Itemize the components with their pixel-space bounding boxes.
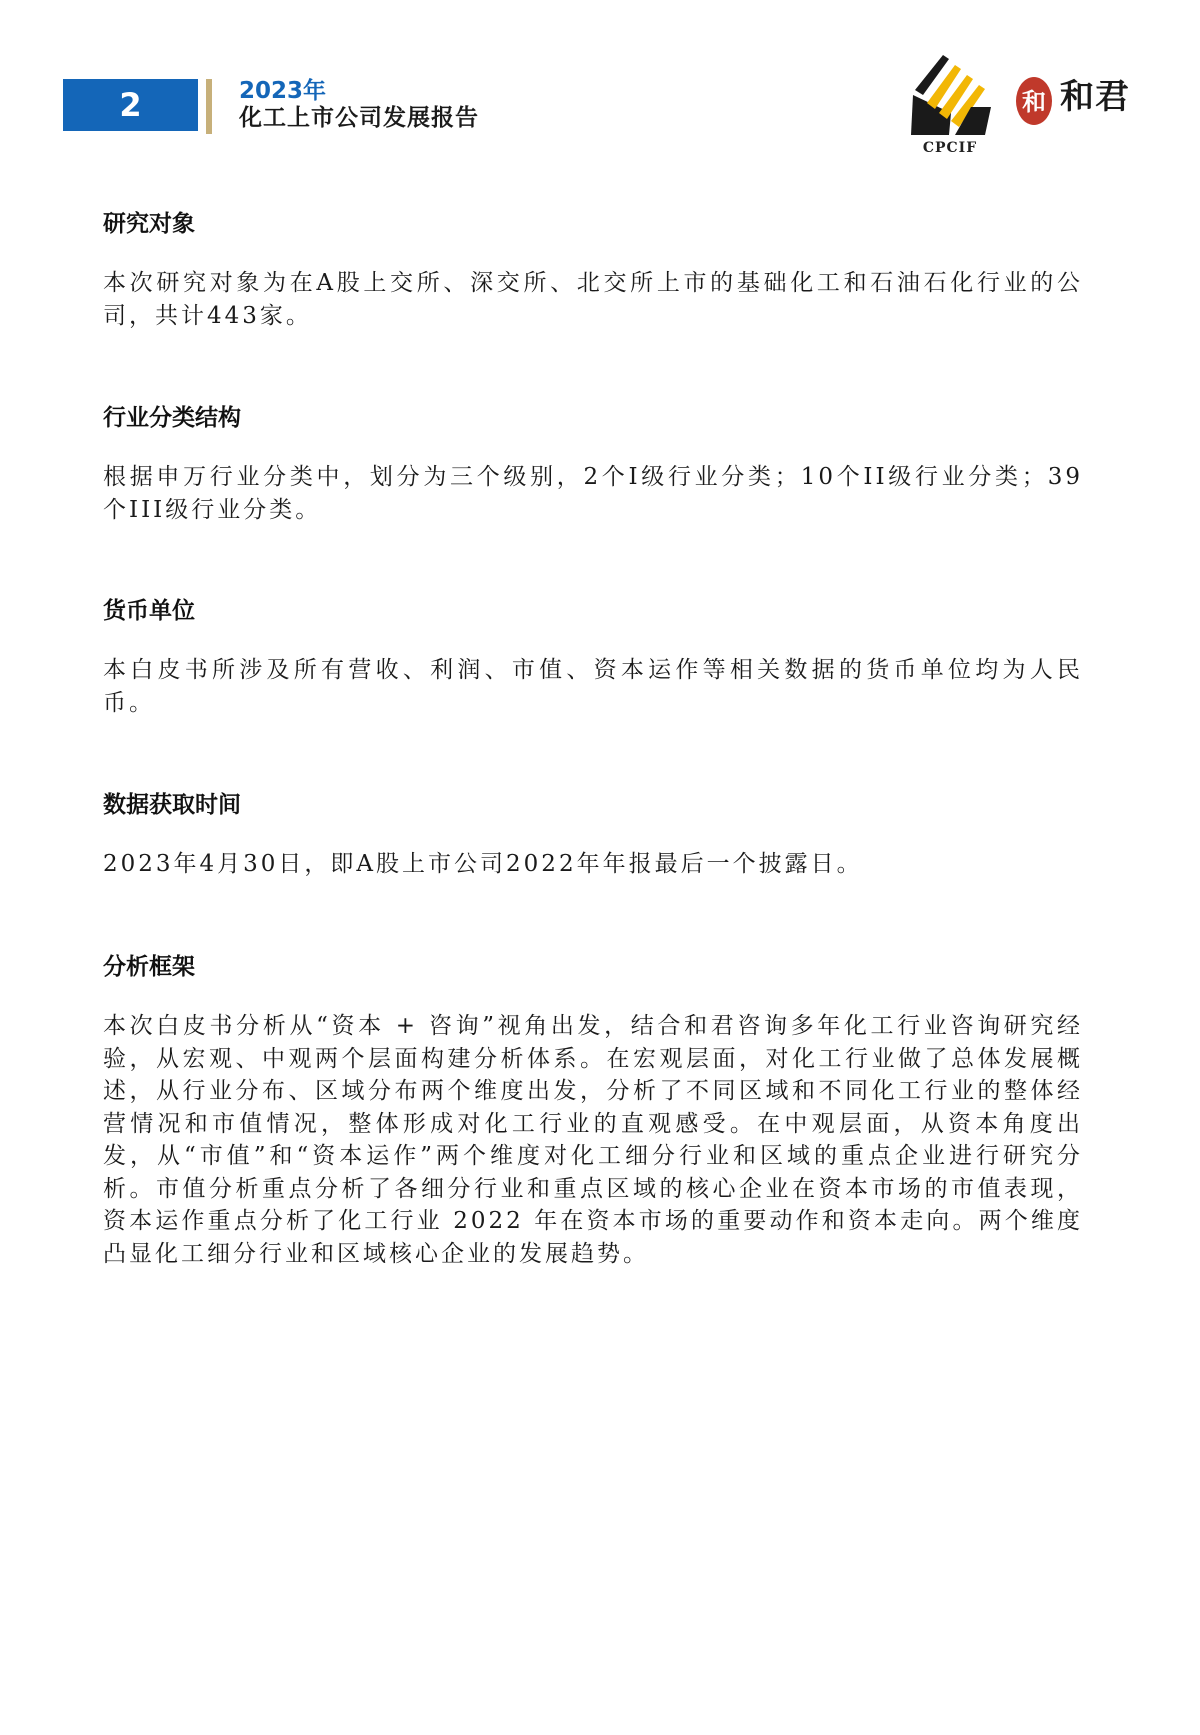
section-body-industry-classification: 根据申万行业分类中，划分为三个级别，2个I级行业分类；10个II级行业分类；39个III级行业分类。 <box>103 464 1083 523</box>
page-number: 2 <box>119 86 142 124</box>
section-heading-data-date: 数据获取时间 <box>103 792 241 818</box>
hejun-seal-text: 和 <box>1022 88 1046 116</box>
hejun-logo-text: 和君 <box>1060 77 1130 117</box>
section-body-data-date: 2023年4月30日，即A股上市公司2022年年报最后一个披露日。 <box>103 851 863 877</box>
section-heading-currency-unit: 货币单位 <box>103 598 195 624</box>
report-title: 化工上市公司发展报告 <box>239 105 479 131</box>
hejun-seal-icon <box>1014 74 1054 132</box>
section-heading-industry-classification: 行业分类结构 <box>103 405 241 431</box>
section-body-currency-unit: 本白皮书所涉及所有营收、利润、市值、资本运作等相关数据的货币单位均为人民币。 <box>103 657 1083 716</box>
page-number-badge <box>63 79 198 131</box>
section-body-research-object: 本次研究对象为在A股上交所、深交所、北交所上市的基础化工和石油石化行业的公司，共计443家。 <box>103 270 1083 329</box>
section-heading-analysis-framework: 分析框架 <box>103 954 195 980</box>
report-year: 2023年 <box>239 78 327 104</box>
section-heading-research-object: 研究对象 <box>103 211 195 237</box>
header-divider <box>206 79 212 134</box>
section-body-analysis-framework: 本次白皮书分析从“资本 + 咨询”视角出发，结合和君咨询多年化工行业咨询研究经验，从宏观、中观两个层面构建分析体系。在宏观层面，对化工行业做了总体发展概述，从行业分布、区域分布两个维度出发，分析了不同区域和不同化工行业的整体经营情况和市值情况，整体形成对化工行业的直观感受。在中观层面，从资本角度出发，从“市值”和“资本运作”两个维度对化工细分行业和区域的重点企业进行研究分析。市值分析重点分析了各细分行业和重点区域的核心企业在资本市场的市值表现，资本运作重点分析了化工行业 2022 年在资本市场的重要动作和资本走向。两个维度凸显化工细分行业和区域核心企业的发展趋势。 <box>103 1013 1083 1267</box>
cpcif-logo-text: CPCIF <box>922 140 978 156</box>
